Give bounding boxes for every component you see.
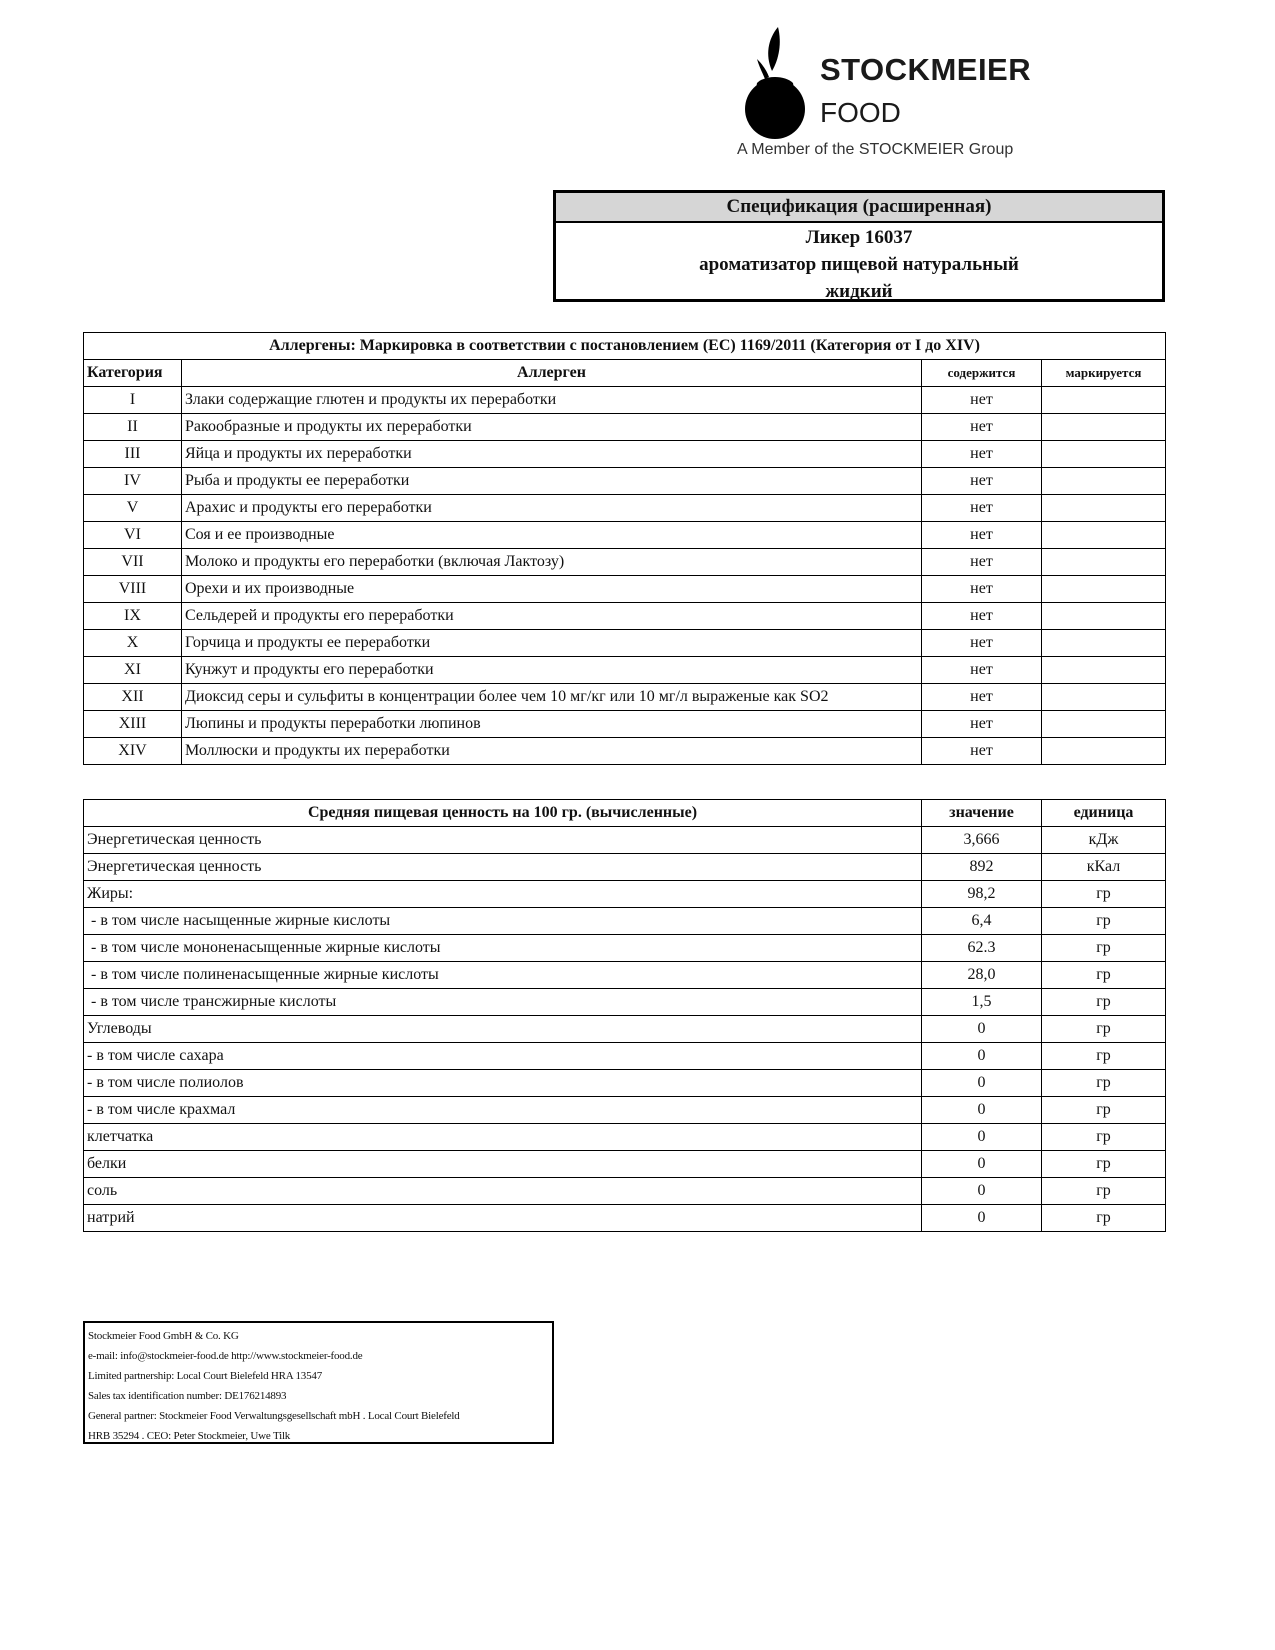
allergen-name: Соя и ее производные xyxy=(182,522,922,549)
nutrient-name: - в том числе полиненасыщенные жирные кислоты xyxy=(84,962,922,989)
allergen-category: VII xyxy=(84,549,182,576)
allergen-name: Рыба и продукты ее переработки xyxy=(182,468,922,495)
nutrient-value: 28,0 xyxy=(922,962,1042,989)
company-footer xyxy=(83,1321,554,1444)
nutrition-table xyxy=(83,799,1166,1232)
allergen-labeled xyxy=(1042,603,1166,630)
allergen-contains: нет xyxy=(922,630,1042,657)
nutrition-row xyxy=(84,1178,1166,1205)
nutrient-value: 1,5 xyxy=(922,989,1042,1016)
nutrient-value: 0 xyxy=(922,1070,1042,1097)
nutrition-row xyxy=(84,1151,1166,1178)
allergen-category: VI xyxy=(84,522,182,549)
allergen-row xyxy=(84,468,1166,495)
nutrient-name: Энергетическая ценность xyxy=(84,827,922,854)
product-title xyxy=(556,223,1162,305)
nutrient-unit: гр xyxy=(1042,989,1166,1016)
allergen-category: XII xyxy=(84,684,182,711)
allergen-name: Диоксид серы и сульфиты в концентрации более чем 10 мг/кг или 10 мг/л выраженые как SO2 xyxy=(182,684,922,711)
allergen-contains: нет xyxy=(922,711,1042,738)
allergen-category: IV xyxy=(84,468,182,495)
allergen-category: X xyxy=(84,630,182,657)
company-logo xyxy=(735,25,1055,165)
allergen-category: V xyxy=(84,495,182,522)
nutrition-row xyxy=(84,908,1166,935)
footer-company-name: Stockmeier Food GmbH & Co. KG xyxy=(88,1330,239,1342)
nutrition-row xyxy=(84,989,1166,1016)
nutrient-unit: гр xyxy=(1042,962,1166,989)
allergen-category: II xyxy=(84,414,182,441)
logo-brand-line1: STOCKMEIER xyxy=(820,52,1032,87)
nutrient-value: 6,4 xyxy=(922,908,1042,935)
allergen-labeled xyxy=(1042,738,1166,765)
nutrient-name: Углеводы xyxy=(84,1016,922,1043)
allergen-labeled xyxy=(1042,441,1166,468)
allergen-table xyxy=(83,332,1166,765)
nutrient-value: 892 xyxy=(922,854,1042,881)
nutrient-unit: гр xyxy=(1042,1124,1166,1151)
allergen-row xyxy=(84,414,1166,441)
footer-contact: e-mail: info@stockmeier-food.de http://www.stockmeier-food.de xyxy=(88,1350,363,1362)
allergen-name: Злаки содержащие глютен и продукты их переработки xyxy=(182,387,922,414)
allergen-category: XI xyxy=(84,657,182,684)
allergen-row xyxy=(84,738,1166,765)
nutrient-value: 98,2 xyxy=(922,881,1042,908)
nutrition-row xyxy=(84,962,1166,989)
nutrient-unit: гр xyxy=(1042,908,1166,935)
allergen-row xyxy=(84,387,1166,414)
nutrition-row xyxy=(84,1205,1166,1232)
nutrient-unit: гр xyxy=(1042,1178,1166,1205)
allergen-row xyxy=(84,549,1166,576)
nutrient-unit: гр xyxy=(1042,1205,1166,1232)
allergen-row xyxy=(84,441,1166,468)
allergen-name: Ракообразные и продукты их переработки xyxy=(182,414,922,441)
nutrient-name: - в том числе сахара xyxy=(84,1043,922,1070)
nutrient-name: - в том числе трансжирные кислоты xyxy=(84,989,922,1016)
nutrition-row xyxy=(84,1070,1166,1097)
allergen-contains: нет xyxy=(922,495,1042,522)
allergen-contains: нет xyxy=(922,576,1042,603)
nutrient-unit: кДж xyxy=(1042,827,1166,854)
footer-tax-id: Sales tax identification number: DE176214893 xyxy=(88,1390,287,1402)
nutrient-value: 3,666 xyxy=(922,827,1042,854)
nutrient-name: - в том числе мононенасыщенные жирные кислоты xyxy=(84,935,922,962)
product-form: жидкий xyxy=(825,281,893,302)
nutrient-value: 0 xyxy=(922,1043,1042,1070)
allergen-category: XIII xyxy=(84,711,182,738)
nutrient-value: 0 xyxy=(922,1097,1042,1124)
allergen-labeled xyxy=(1042,387,1166,414)
allergen-contains: нет xyxy=(922,468,1042,495)
allergen-name: Орехи и их производные xyxy=(182,576,922,603)
allergen-name: Арахис и продукты его переработки xyxy=(182,495,922,522)
nutrient-name: натрий xyxy=(84,1205,922,1232)
specification-header: Спецификация (расширенная) xyxy=(556,193,1162,223)
allergen-labeled xyxy=(1042,414,1166,441)
nutrient-name: соль xyxy=(84,1178,922,1205)
nutrient-unit: гр xyxy=(1042,1043,1166,1070)
allergen-category: VIII xyxy=(84,576,182,603)
allergen-contains: нет xyxy=(922,657,1042,684)
nutrient-value: 62.3 xyxy=(922,935,1042,962)
allergen-row xyxy=(84,630,1166,657)
allergen-row xyxy=(84,711,1166,738)
allergen-labeled xyxy=(1042,549,1166,576)
allergen-header-category: Категория xyxy=(84,360,182,387)
nutrition-header-title: Средняя пищевая ценность на 100 гр. (вычисленные) xyxy=(84,800,922,827)
nutrition-row xyxy=(84,881,1166,908)
product-name: Ликер 16037 xyxy=(805,227,913,248)
allergen-name: Горчица и продукты ее переработки xyxy=(182,630,922,657)
nutrient-value: 0 xyxy=(922,1124,1042,1151)
nutrient-value: 0 xyxy=(922,1178,1042,1205)
nutrition-header-value: значение xyxy=(922,800,1042,827)
footer-registry: HRB 35294 . CEO: Peter Stockmeier, Uwe Tilk xyxy=(88,1430,291,1442)
allergen-name: Моллюски и продукты их переработки xyxy=(182,738,922,765)
specification-box xyxy=(553,190,1165,302)
logo-brand-line2: FOOD xyxy=(820,97,901,128)
nutrition-row xyxy=(84,1016,1166,1043)
logo-tagline: A Member of the STOCKMEIER Group xyxy=(737,141,1014,158)
allergen-header-labeled: маркируется xyxy=(1042,360,1166,387)
nutrient-name: Энергетическая ценность xyxy=(84,854,922,881)
nutrient-name: клетчатка xyxy=(84,1124,922,1151)
nutrient-value: 0 xyxy=(922,1205,1042,1232)
nutrient-name: - в том числе полиолов xyxy=(84,1070,922,1097)
pear-logo-icon xyxy=(735,25,817,140)
allergen-name: Яйца и продукты их переработки xyxy=(182,441,922,468)
allergen-labeled xyxy=(1042,522,1166,549)
allergen-category: IX xyxy=(84,603,182,630)
footer-general-partner: General partner: Stockmeier Food Verwaltungsgesellschaft mbH . Local Court Bielefeld xyxy=(88,1410,460,1422)
nutrient-unit: гр xyxy=(1042,1151,1166,1178)
nutrition-row xyxy=(84,935,1166,962)
nutrient-unit: гр xyxy=(1042,1097,1166,1124)
allergen-header-allergen: Аллерген xyxy=(182,360,922,387)
nutrition-header-unit: единица xyxy=(1042,800,1166,827)
allergen-name: Люпины и продукты переработки люпинов xyxy=(182,711,922,738)
nutrient-unit: кКал xyxy=(1042,854,1166,881)
nutrient-name: - в том числе крахмал xyxy=(84,1097,922,1124)
nutrient-name: - в том числе насыщенные жирные кислоты xyxy=(84,908,922,935)
allergen-contains: нет xyxy=(922,684,1042,711)
footer-partnership: Limited partnership: Local Court Bielefeld HRA 13547 xyxy=(88,1370,322,1382)
allergen-contains: нет xyxy=(922,549,1042,576)
allergen-contains: нет xyxy=(922,522,1042,549)
nutrient-name: Жиры: xyxy=(84,881,922,908)
allergen-row xyxy=(84,522,1166,549)
allergen-category: I xyxy=(84,387,182,414)
nutrition-row xyxy=(84,1097,1166,1124)
nutrition-row xyxy=(84,1124,1166,1151)
allergen-row xyxy=(84,603,1166,630)
nutrient-value: 0 xyxy=(922,1151,1042,1178)
allergen-contains: нет xyxy=(922,387,1042,414)
allergen-labeled xyxy=(1042,630,1166,657)
allergen-name: Сельдерей и продукты его переработки xyxy=(182,603,922,630)
product-description: ароматизатор пищевой натуральный xyxy=(699,254,1019,275)
allergen-contains: нет xyxy=(922,441,1042,468)
allergen-table-title: Аллергены: Маркировка в соответствии с постановлением (ЕС) 1169/2011 (Категория от I до XIV) xyxy=(84,333,1166,360)
allergen-row xyxy=(84,576,1166,603)
allergen-row xyxy=(84,684,1166,711)
allergen-category: XIV xyxy=(84,738,182,765)
nutrition-row xyxy=(84,1043,1166,1070)
allergen-labeled xyxy=(1042,684,1166,711)
nutrition-row xyxy=(84,854,1166,881)
allergen-contains: нет xyxy=(922,603,1042,630)
allergen-labeled xyxy=(1042,468,1166,495)
allergen-row xyxy=(84,495,1166,522)
nutrient-unit: гр xyxy=(1042,1016,1166,1043)
allergen-labeled xyxy=(1042,495,1166,522)
allergen-labeled xyxy=(1042,576,1166,603)
nutrient-unit: гр xyxy=(1042,935,1166,962)
nutrient-value: 0 xyxy=(922,1016,1042,1043)
allergen-contains: нет xyxy=(922,738,1042,765)
allergen-name: Кунжут и продукты его переработки xyxy=(182,657,922,684)
nutrition-row xyxy=(84,827,1166,854)
allergen-row xyxy=(84,657,1166,684)
nutrient-unit: гр xyxy=(1042,881,1166,908)
allergen-header-contains: содержится xyxy=(922,360,1042,387)
allergen-category: III xyxy=(84,441,182,468)
allergen-name: Молоко и продукты его переработки (включая Лактозу) xyxy=(182,549,922,576)
allergen-labeled xyxy=(1042,711,1166,738)
nutrient-name: белки xyxy=(84,1151,922,1178)
allergen-contains: нет xyxy=(922,414,1042,441)
allergen-labeled xyxy=(1042,657,1166,684)
nutrient-unit: гр xyxy=(1042,1070,1166,1097)
